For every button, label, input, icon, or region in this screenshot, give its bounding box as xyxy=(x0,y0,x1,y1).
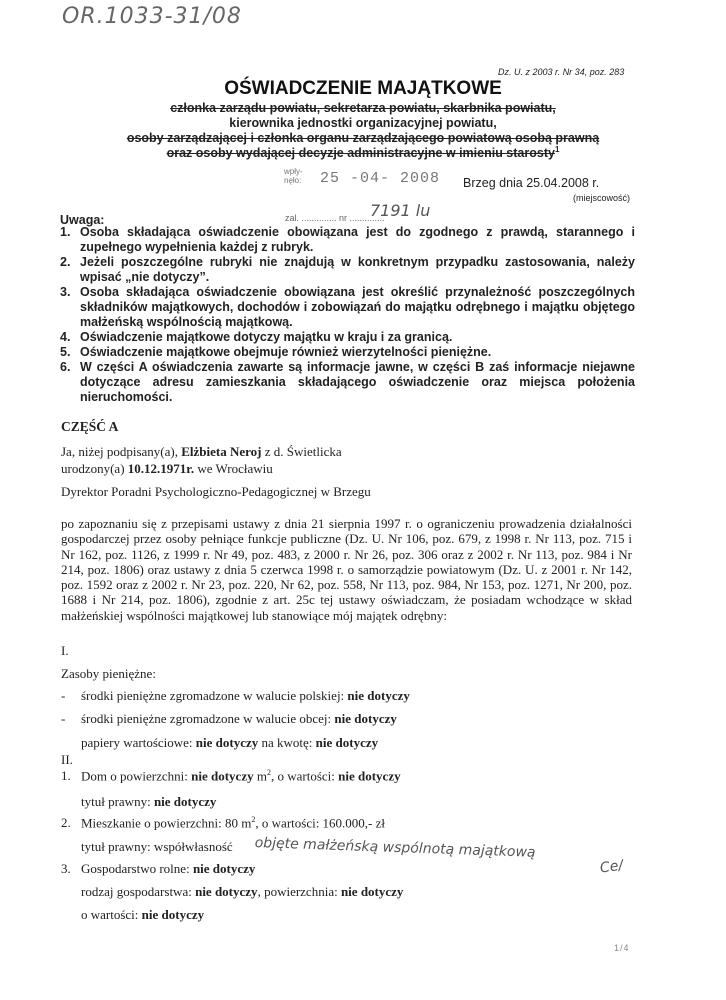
declarant-name-line: Ja, niżej podpisany(a), Elżbieta Neroj z d. Świetlicka xyxy=(61,444,342,459)
subtitle-struck-4: oraz osoby wydającej decyzje administracyjne w imieniu starosty$^1$ xyxy=(166,145,560,161)
registration-label: zal. .............. nr .............. xyxy=(285,213,385,223)
registration-handwritten: 7191 lu xyxy=(370,201,431,220)
subtitle-2: kierownika jednostki organizacyjnej powiatu, xyxy=(229,116,497,130)
handwritten-annotation: objęte małżeńską wspólnotą majątkową xyxy=(254,835,536,861)
subtitle-struck-1: członka zarządu powiatu, sekretarza powiatu, skarbnika powiatu, xyxy=(170,101,556,115)
received-stamp-label: wpły- nęło: xyxy=(284,167,303,185)
farm-kind-line: rodzaj gospodarstwa: nie dotyczy, powierzchnia: nie dotyczy xyxy=(81,884,404,899)
notes-heading: Uwaga: xyxy=(60,213,105,227)
received-stamp-date: 25 -04- 2008 xyxy=(320,170,441,187)
list-item: 3. Gospodarstwo rolne: nie dotyczy xyxy=(61,861,256,876)
page-number: 1/4 xyxy=(614,943,630,953)
position-line: Dyrektor Poradni Psychologiczno-Pedagogicznej w Brzegu xyxy=(61,484,371,499)
part-a-heading: CZĘŚĆ A xyxy=(61,419,119,434)
securities-line: papiery wartościowe: nie dotyczy na kwotę: nie dotyczy xyxy=(81,735,379,750)
legal-reference: Dz. U. z 2003 r. Nr 34, poz. 283 xyxy=(498,67,625,77)
list-item: 2. Mieszkanie o powierzchni: 80 $m^2$, o wartości: 160.000,- zł xyxy=(61,815,386,831)
list-item: - środki pieniężne zgromadzone w walucie polskiej: nie dotyczy xyxy=(61,688,410,703)
list-item: 4. Oświadczenie majątkowe dotyczy majątku w kraju i za granicą. xyxy=(60,330,453,344)
list-item: 1. Dom o powierzchni: nie dotyczy $m^2$, o wartości: nie dotyczy xyxy=(61,768,401,784)
document-number-handwritten: OR.1033-31/08 xyxy=(62,4,242,29)
list-item: - środki pieniężne zgromadzone w walucie obcej: nie dotyczy xyxy=(61,711,397,726)
birth-line: urodzony(a) 10.12.1971r. we Wrocławiu xyxy=(61,461,273,476)
list-item: 6. W części A oświadczenia zawarte są informacje jawne, w części B zaś informacje niejawne dotyczące adresu zamieszkania składającego oświadczenie oraz miejsca położenia nieruchomości. xyxy=(60,360,635,404)
list-item: 1. Osoba składająca oświadczenie obowiązana jest do zgodnego z prawdą, starannego i zupełnego wypełnienia każdej z rubryk. xyxy=(60,225,635,254)
subtitle-struck-3: osoby zarządzającej i członka organu zarządzającego powiatową osobą prawną xyxy=(126,131,600,145)
house-title-line: tytuł prawny: nie dotyczy xyxy=(81,794,217,809)
list-item: 2. Jeżeli poszczególne rubryki nie znajdują w konkretnym przypadku zastosowania, należy wpisać „nie dotyczy”. xyxy=(60,255,635,284)
handwritten-initials: Ce/ xyxy=(598,857,625,877)
list-item: 3. Osoba składająca oświadczenie obowiązana jest określić przynależność poszczególnych składników majątkowych, dochodów i zobowiązań do majątku odrębnego i majątku objętego małżeńską wspólnością majątkową. xyxy=(60,285,635,329)
place-date: Brzeg dnia 25.04.2008 r. xyxy=(463,176,600,190)
flat-title-line: tytuł prawny: współwłasność xyxy=(81,839,233,854)
section-1-numeral: I. xyxy=(61,643,69,658)
place-note: (miejscowość) xyxy=(573,193,631,203)
page-title: OŚWIADCZENIE MAJĄTKOWE xyxy=(224,78,502,99)
notes-list xyxy=(60,225,635,405)
section-1-heading: Zasoby pieniężne: xyxy=(61,666,156,681)
legal-paragraph: po zapoznaniu się z przepisami ustawy z dnia 21 sierpnia 1997 r. o ograniczeniu prowadzenia działalności gospodarczej przez osoby pełniące funkcje publiczne (Dz. U. Nr 106, poz. 679, z 1998 r. Nr 113, poz. 715 i Nr 162, poz. 1126, z 1999 r. Nr 49, poz. 483, z 2000 r. Nr 26, poz. 306 oraz z 2002 r. Nr 113, poz. 984 i Nr 214, poz. 1806) oraz ustawy z dnia 5 czerwca 1998 r. o samorządzie powiatowym (Dz. U. z 2001 r. Nr 142, poz. 1592 oraz z 2002 r. Nr 23, poz. 220, Nr 62, poz. 558, Nr 113, poz. 984, Nr 153, poz. 1271, Nr 200, poz. 1688 i Nr 214, poz. 1806), zgodnie z art. 25c tej ustawy oświadczam, że posiadam wchodzące w skład małżeńskiej wspólności majątkowej lub stanowiące mój majątek odrębny: xyxy=(61,516,632,623)
farm-value-line: o wartości: nie dotyczy xyxy=(81,907,205,922)
list-item: 5. Oświadczenie majątkowe obejmuje również wierzytelności pieniężne. xyxy=(60,345,492,359)
section-2-numeral: II. xyxy=(61,752,73,767)
